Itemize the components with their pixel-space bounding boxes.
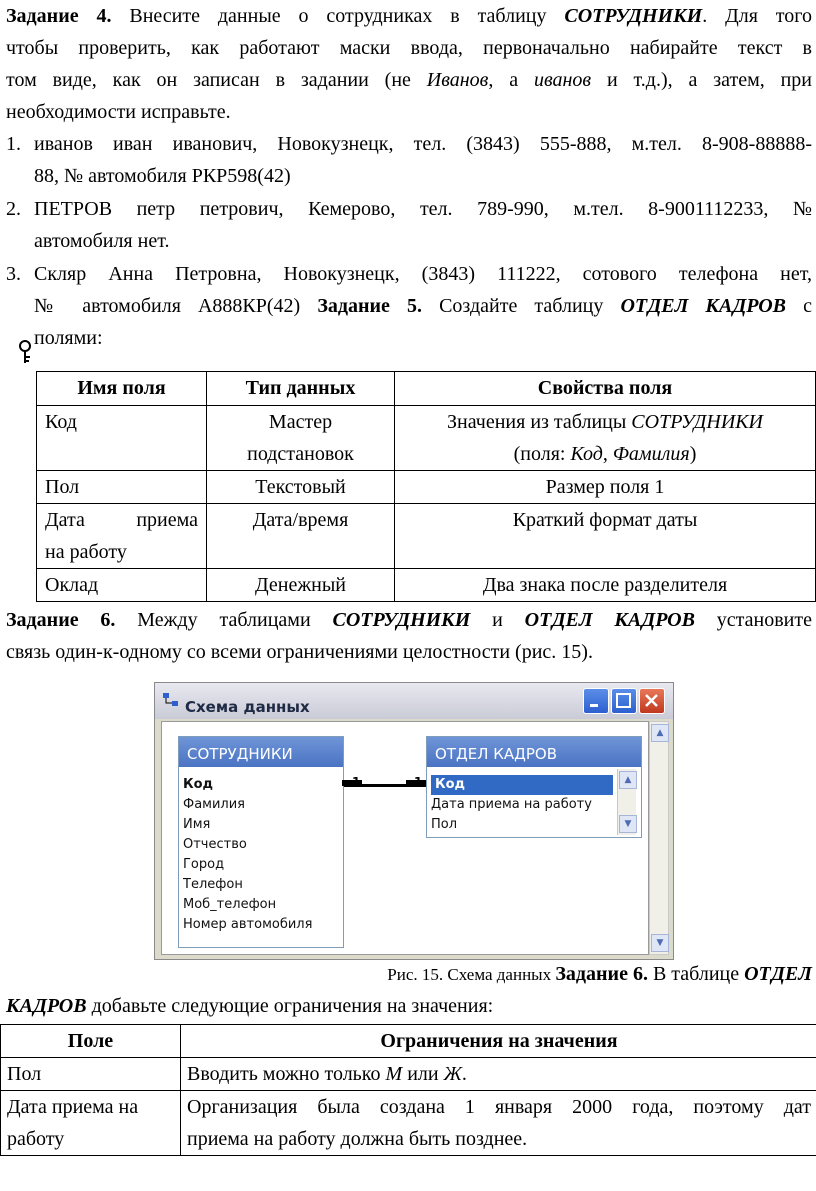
table-title[interactable]: СОТРУДНИКИ: [179, 737, 343, 767]
task4-line-4: необходимости исправьте.: [6, 101, 231, 123]
field-item[interactable]: Пол: [431, 817, 458, 832]
table-row: Код Мастер подстановок Значения из таблицы СОТРУДНИКИ (поля: Код, Фамилия): [37, 406, 816, 471]
close-icon: [640, 689, 664, 713]
scroll-down-icon[interactable]: ▼: [651, 934, 669, 952]
field-item[interactable]: Моб_телефон: [183, 897, 277, 912]
window-titlebar[interactable]: [155, 683, 673, 719]
task4-label: Задание 4.: [6, 5, 112, 27]
task4-line-3: том виде, как он записан в задании (не Иванов, а иванов и т.д.), а затем, при: [6, 69, 812, 91]
window-title: Схема данных: [185, 698, 310, 716]
table-row: Пол Текстовый Размер поля 1: [37, 471, 816, 504]
figure-caption: Рис. 15. Схема данных: [387, 965, 556, 984]
figure-caption-paragraph: Рис. 15. Схема данных Задание 6. В таблице ОТДЕЛ КАДРОВ добавьте следующие ограничения на значения:: [6, 963, 812, 1017]
field-item[interactable]: Отчество: [183, 837, 247, 852]
task6-label: Задание 6.: [6, 609, 116, 631]
table-otdel-kadrov[interactable]: [426, 736, 642, 838]
maximize-icon: [612, 689, 636, 713]
relationship-label-left: 1: [352, 775, 361, 789]
field-item[interactable]: Город: [183, 857, 225, 872]
field-item[interactable]: Фамилия: [183, 797, 245, 812]
table-header-row: Поле Ограничения на значения: [1, 1025, 816, 1058]
task5-label: Задание 5.: [317, 295, 422, 317]
field-item[interactable]: Код: [183, 777, 214, 792]
table-row: Пол Вводить можно только М или Ж.: [1, 1058, 816, 1091]
window-scrollbar[interactable]: [649, 721, 669, 955]
fields-table: [36, 371, 816, 602]
constraints-table: [0, 1024, 816, 1156]
table-sotrudniki[interactable]: [178, 736, 344, 948]
key-icon: [14, 339, 36, 365]
maximize-button[interactable]: [611, 688, 637, 714]
field-item[interactable]: Имя: [183, 817, 211, 832]
scroll-up-icon[interactable]: ▲: [651, 724, 669, 742]
relationships-icon: [163, 693, 179, 707]
task4-paragraph: [6, 0, 812, 128]
table-row: Дата приема на работу Организация была создана 1 января 2000 года, поэтому дат приема на работу должна быть позднее.: [1, 1091, 816, 1156]
task4-line-1: Задание 4. Внесите данные о сотрудниках в таблицу СОТРУДНИКИ. Для того: [6, 5, 812, 27]
scroll-up-icon[interactable]: ▲: [619, 771, 637, 789]
scroll-down-icon[interactable]: ▼: [619, 815, 637, 833]
field-item[interactable]: Номер автомобиля: [183, 917, 313, 932]
table-row: Оклад Денежный Два знака после разделителя: [37, 569, 816, 602]
table-row: Дата приема на работу Дата/время Краткий формат даты: [37, 504, 816, 569]
field-item[interactable]: Дата приема на работу: [431, 797, 592, 812]
minimize-icon: [584, 689, 608, 713]
table-header-row: Имя поля Тип данных Свойства поля: [37, 372, 816, 406]
table-title[interactable]: ОТДЕЛ КАДРОВ: [427, 737, 641, 767]
field-item-selected[interactable]: Код: [431, 775, 613, 795]
schema-window: [154, 682, 674, 960]
field-item[interactable]: Телефон: [183, 877, 243, 892]
table-scrollbar[interactable]: [617, 769, 636, 835]
schema-canvas[interactable]: [161, 721, 649, 955]
close-button[interactable]: [639, 688, 665, 714]
task4-line-2: чтобы проверить, как работают маски ввода, первоначально набирайте текст в: [6, 37, 812, 59]
task6-paragraph: Задание 6. Между таблицами СОТРУДНИКИ и ОТДЕЛ КАДРОВ установите связь один-к-одному со всеми ограничениями целостности (рис. 15).: [6, 609, 812, 663]
relationship-label-right: 1: [414, 775, 423, 789]
minimize-button[interactable]: [583, 688, 609, 714]
